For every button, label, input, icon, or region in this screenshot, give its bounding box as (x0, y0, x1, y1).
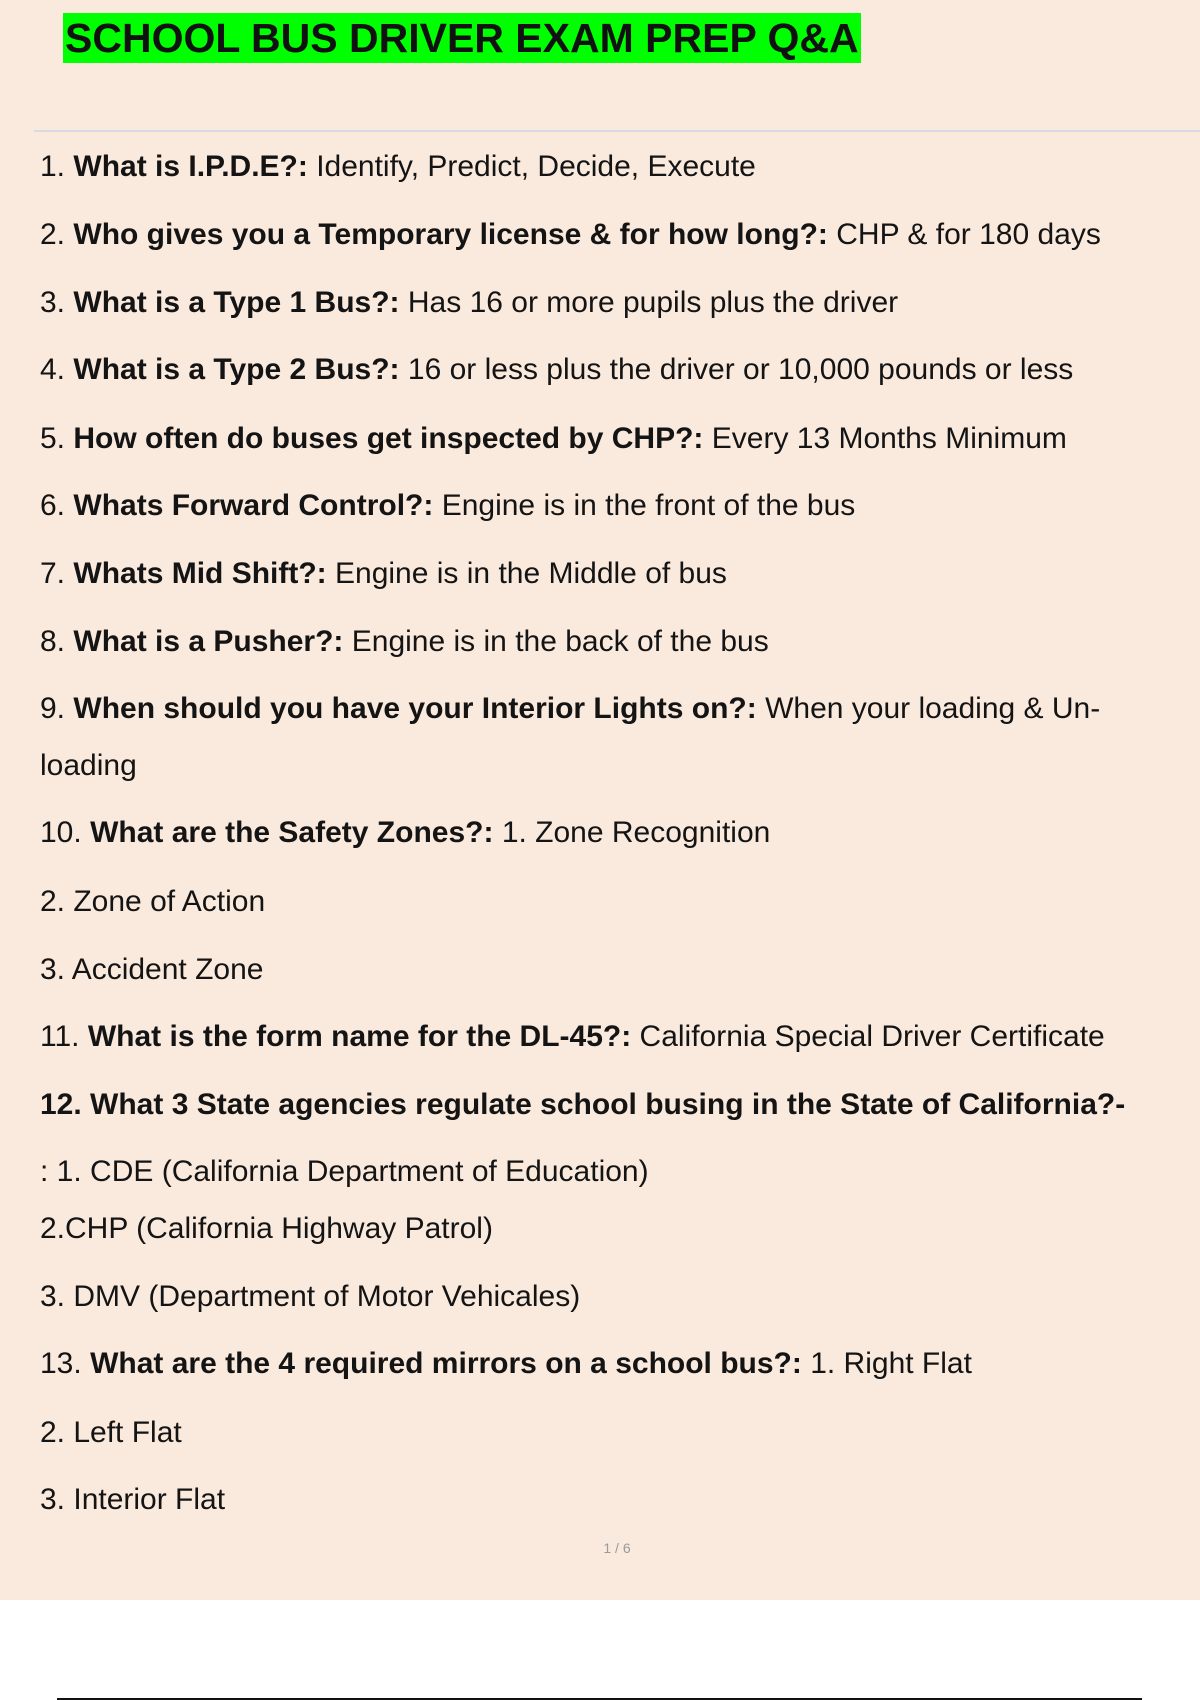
qa-answer: loading (40, 749, 137, 782)
qa-question: What is a Type 2 Bus?: (73, 353, 400, 386)
qa-number: 11. (40, 1020, 80, 1053)
qa-line (40, 283, 898, 323)
qa-question: Whats Mid Shift?: (73, 557, 327, 590)
qa-answer: 3. Interior Flat (40, 1483, 226, 1516)
qa-continuation (40, 1480, 225, 1520)
qa-answer: Engine is in the Middle of bus (335, 557, 727, 590)
qa-number: 5. (40, 422, 66, 455)
qa-number: 8. (40, 625, 66, 658)
qa-question: Whats Forward Control?: (73, 489, 434, 522)
next-page-top (0, 1600, 1200, 1700)
page-title: SCHOOL BUS DRIVER EXAM PREP Q&A (65, 15, 859, 61)
qa-line (40, 554, 727, 594)
qa-answer: Has 16 or more pupils plus the driver (407, 286, 899, 319)
qa-continuation (40, 1209, 493, 1249)
qa-line (40, 215, 1101, 255)
qa-question: What are the 4 required mirrors on a school bus?: (90, 1347, 802, 1380)
qa-answer: 2.CHP (California Highway Patrol) (40, 1212, 493, 1245)
qa-number: 3. (40, 286, 66, 319)
qa-line (40, 486, 855, 526)
qa-number: 13. (40, 1347, 82, 1380)
qa-continuation (40, 1277, 580, 1317)
qa-question: What is the form name for the DL-45?: (87, 1020, 632, 1053)
qa-answer: Engine is in the back of the bus (351, 625, 769, 658)
qa-line (40, 1344, 972, 1384)
qa-question: Who gives you a Temporary license & for how long?: (73, 218, 828, 251)
qa-answer: CHP & for 180 days (836, 218, 1101, 251)
qa-answer: Engine is in the front of the bus (441, 489, 856, 522)
qa-answer: 2. Zone of Action (40, 885, 266, 918)
qa-line (40, 1085, 1125, 1125)
qa-answer: 2. Left Flat (40, 1416, 182, 1449)
qa-question: What is a Type 1 Bus?: (73, 286, 400, 319)
qa-continuation (40, 882, 265, 922)
qa-answer: 3. DMV (Department of Motor Vehicales) (40, 1280, 581, 1313)
qa-continuation (40, 1152, 649, 1192)
qa-question: What is I.P.D.E?: (73, 150, 308, 183)
qa-answer: Every 13 Months Minimum (711, 422, 1067, 455)
qa-line (40, 147, 756, 187)
qa-line (40, 419, 1067, 459)
qa-question: When should you have your Interior Lights on?: (73, 692, 757, 725)
qa-question: What are the Safety Zones?: (90, 816, 494, 849)
qa-continuation (40, 950, 263, 990)
qa-number: 7. (40, 557, 66, 590)
qa-answer: Identify, Predict, Decide, Execute (316, 150, 756, 183)
qa-answer: 1. Right Flat (810, 1347, 972, 1380)
qa-answer: 3. Accident Zone (40, 953, 264, 986)
qa-answer: 1. Zone Recognition (501, 816, 771, 849)
qa-continuation (40, 1413, 182, 1453)
qa-question: How often do buses get inspected by CHP?: (73, 422, 704, 455)
qa-number: 6. (40, 489, 66, 522)
qa-answer: When your loading & Un- (765, 692, 1101, 725)
qa-number: 1. (40, 150, 66, 183)
qa-question: 12. What 3 State agencies regulate school busing in the State of California?- (40, 1088, 1126, 1121)
qa-line (40, 813, 770, 853)
qa-number: 4. (40, 353, 66, 386)
qa-continuation (40, 746, 137, 786)
qa-question: What is a Pusher?: (73, 625, 344, 658)
title-divider (34, 130, 1200, 132)
qa-answer: 16 or less plus the driver or 10,000 pounds or less (407, 353, 1074, 386)
qa-number: 9. (40, 692, 66, 725)
page-number: 1 / 6 (603, 1540, 631, 1556)
qa-answer: : 1. CDE (California Department of Education) (40, 1155, 649, 1188)
qa-answer: California Special Driver Certificate (639, 1020, 1105, 1053)
qa-line (40, 350, 1073, 390)
qa-number: 10. (40, 816, 82, 849)
qa-line (40, 622, 769, 662)
qa-line (40, 1017, 1105, 1057)
qa-line (40, 689, 1100, 729)
qa-number: 2. (40, 218, 66, 251)
